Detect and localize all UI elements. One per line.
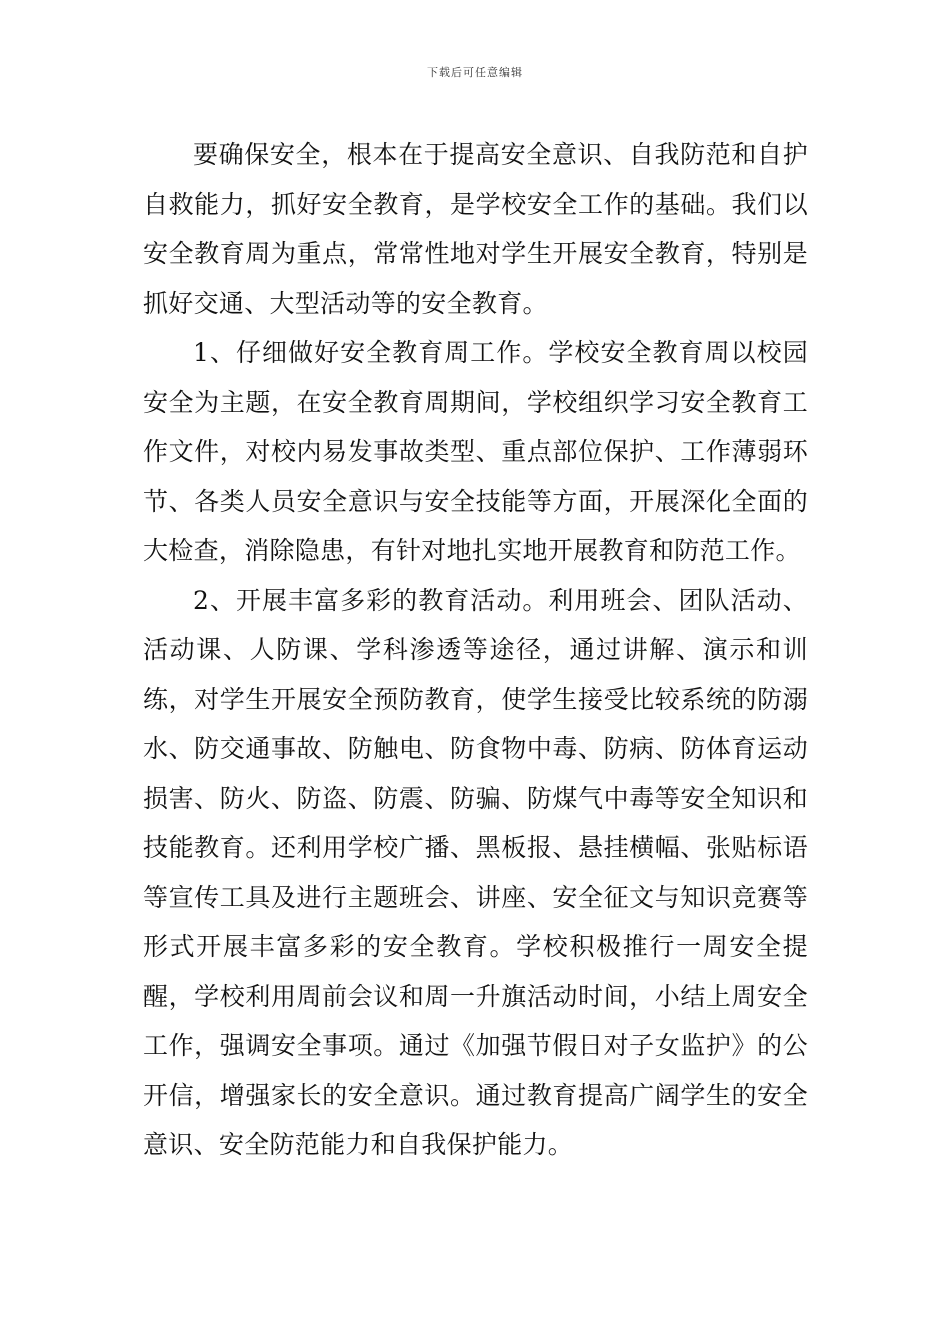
paragraph-education-activities: 2、开展丰富多彩的教育活动。利用班会、团队活动、活动课、人防课、学科渗透等途径，通过讲解、演示和训练，对学生开展安全预防教育，使学生接受比较系统的防溺水、防交通事故、防触电、防食物中毒、防病、防体育运动损害、防火、防盗、防震、防骗、防煤气中毒等安全知识和技能教育。还利用学校广播、黑板报、悬挂横幅、张贴标语等宣传工具及进行主题班会、讲座、安全征文与知识竞赛等形式开展丰富多彩的安全教育。学校积极推行一周安全提醒，学校利用周前会议和周一升旗活动时间，小结上周安全工作，强调安全事项。通过《加强节假日对子女监护》的公开信，增强家长的安全意识。通过教育提高广阔学生的安全意识、安全防范能力和自我保护能力。 (143, 585, 808, 1159)
header-note: 下载后可任意编辑 (427, 66, 523, 79)
paragraph-intro: 要确保安全，根本在于提高安全意识、自我防范和自护自救能力，抓好安全教育，是学校安全工作的基础。我们以安全教育周为重点，常常性地对学生开展安全教育，特别是抓好交通、大型活动等的安全教育。 (143, 140, 808, 318)
document-body (143, 130, 808, 1170)
paragraph-safety-week: 1、仔细做好安全教育周工作。学校安全教育周以校园安全为主题，在安全教育周期间，学校组织学习安全教育工作文件，对校内易发事故类型、重点部位保护、工作薄弱环节、各类人员安全意识与安全技能等方面，开展深化全面的大检查，消除隐患，有针对地扎实地开展教育和防范工作。 (143, 338, 808, 565)
